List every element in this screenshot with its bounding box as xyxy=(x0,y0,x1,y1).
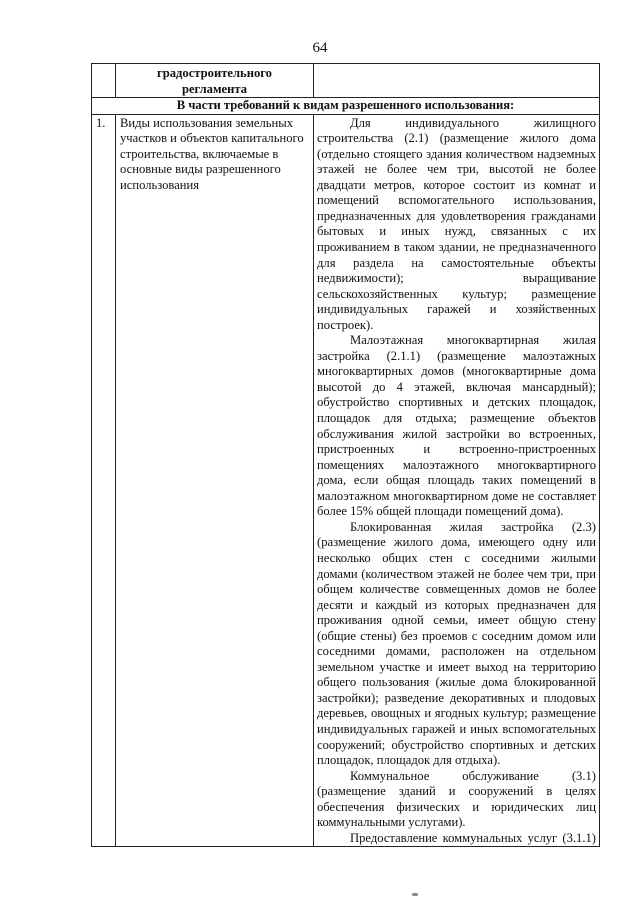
section-title-row xyxy=(92,98,600,115)
header-label-line2: регламента xyxy=(181,81,248,96)
paragraph-individual-housing: Для индивидуального жилищного строительства (2.1) (размещение жилого дома (отдельно стоящего здания количеством надземных этажей не более чем три, высотой не более двадцати метров, которое состоит из комнат и помещений вспомогательного использования, предназначенных для удовлетворения гражданами бытовых и иных нужд, связанных с их проживанием в таком здании, не предназначенного для раздела на самостоятельные объекты недвижимости); выращивание сельскохозяйственных культур; размещение индивидуальных гаражей и хозяйственных построек). xyxy=(317,115,596,332)
row-description xyxy=(314,114,600,847)
regulation-table xyxy=(91,63,600,847)
scan-artifact-mark xyxy=(412,893,418,896)
paragraph-lowrise-apartments: Малоэтажная многоквартирная жилая застройка (2.1.1) (размещение малоэтажных многоквартирных домов (многоквартирные дома высотой до 4 этажей, включая мансардный); обустройство спортивных и детских площадок, площадок для отдыха; размещение объектов обслуживания жилой застройки во встроенных, пристроенных и встроенно-пристроенных помещениях малоэтажного многоквартирного дома, если общая площадь таких помещений в малоэтажном многоквартирном доме не составляет более 15% общей площади помещений дома). xyxy=(317,333,596,519)
page-number: 64 xyxy=(312,40,328,56)
section-title: В части требований к видам разрешенного использования: xyxy=(92,98,600,115)
header-cell-regulation xyxy=(116,64,314,98)
paragraph-communal-utilities: Предоставление коммунальных услуг (3.1.1) xyxy=(350,830,596,845)
paragraph-blocked-housing: Блокированная жилая застройка (2.3) (размещение жилого дома, имеющего одну или несколько общих стен с соседними жилыми домами (количеством этажей не более чем три, при общем количестве совмещенных домов не более десяти и каждый из которых предназначен для проживания одной семьи, имеет общую стену (общие стены) без проемов с соседним домом или соседними домами, расположен на отдельном земельном участке и имеет выход на территорию общего пользования (жилые дома блокированной застройки); разведение декоративных и плодовых деревьев, овощных и ягодных культур; размещение индивидуальных гаражей и иных вспомогательных сооружений; обустройство спортивных и детских площадок, площадок для отдыха). xyxy=(317,519,596,768)
table-header-row xyxy=(92,64,600,98)
header-cell-value xyxy=(314,64,600,98)
row-name: Виды использования земельных участков и объектов капитального строительства, включаемые в основные виды разрешенного использования xyxy=(116,114,314,847)
table-row xyxy=(92,114,600,847)
header-cell-number xyxy=(92,64,116,98)
header-label-line1: градостроительного xyxy=(157,66,272,80)
row-number: 1. xyxy=(92,114,116,847)
paragraph-communal-service: Коммунальное обслуживание (3.1) (размещение зданий и сооружений в целях обеспечения физических и юридических лиц коммунальными услугами). xyxy=(317,768,596,830)
